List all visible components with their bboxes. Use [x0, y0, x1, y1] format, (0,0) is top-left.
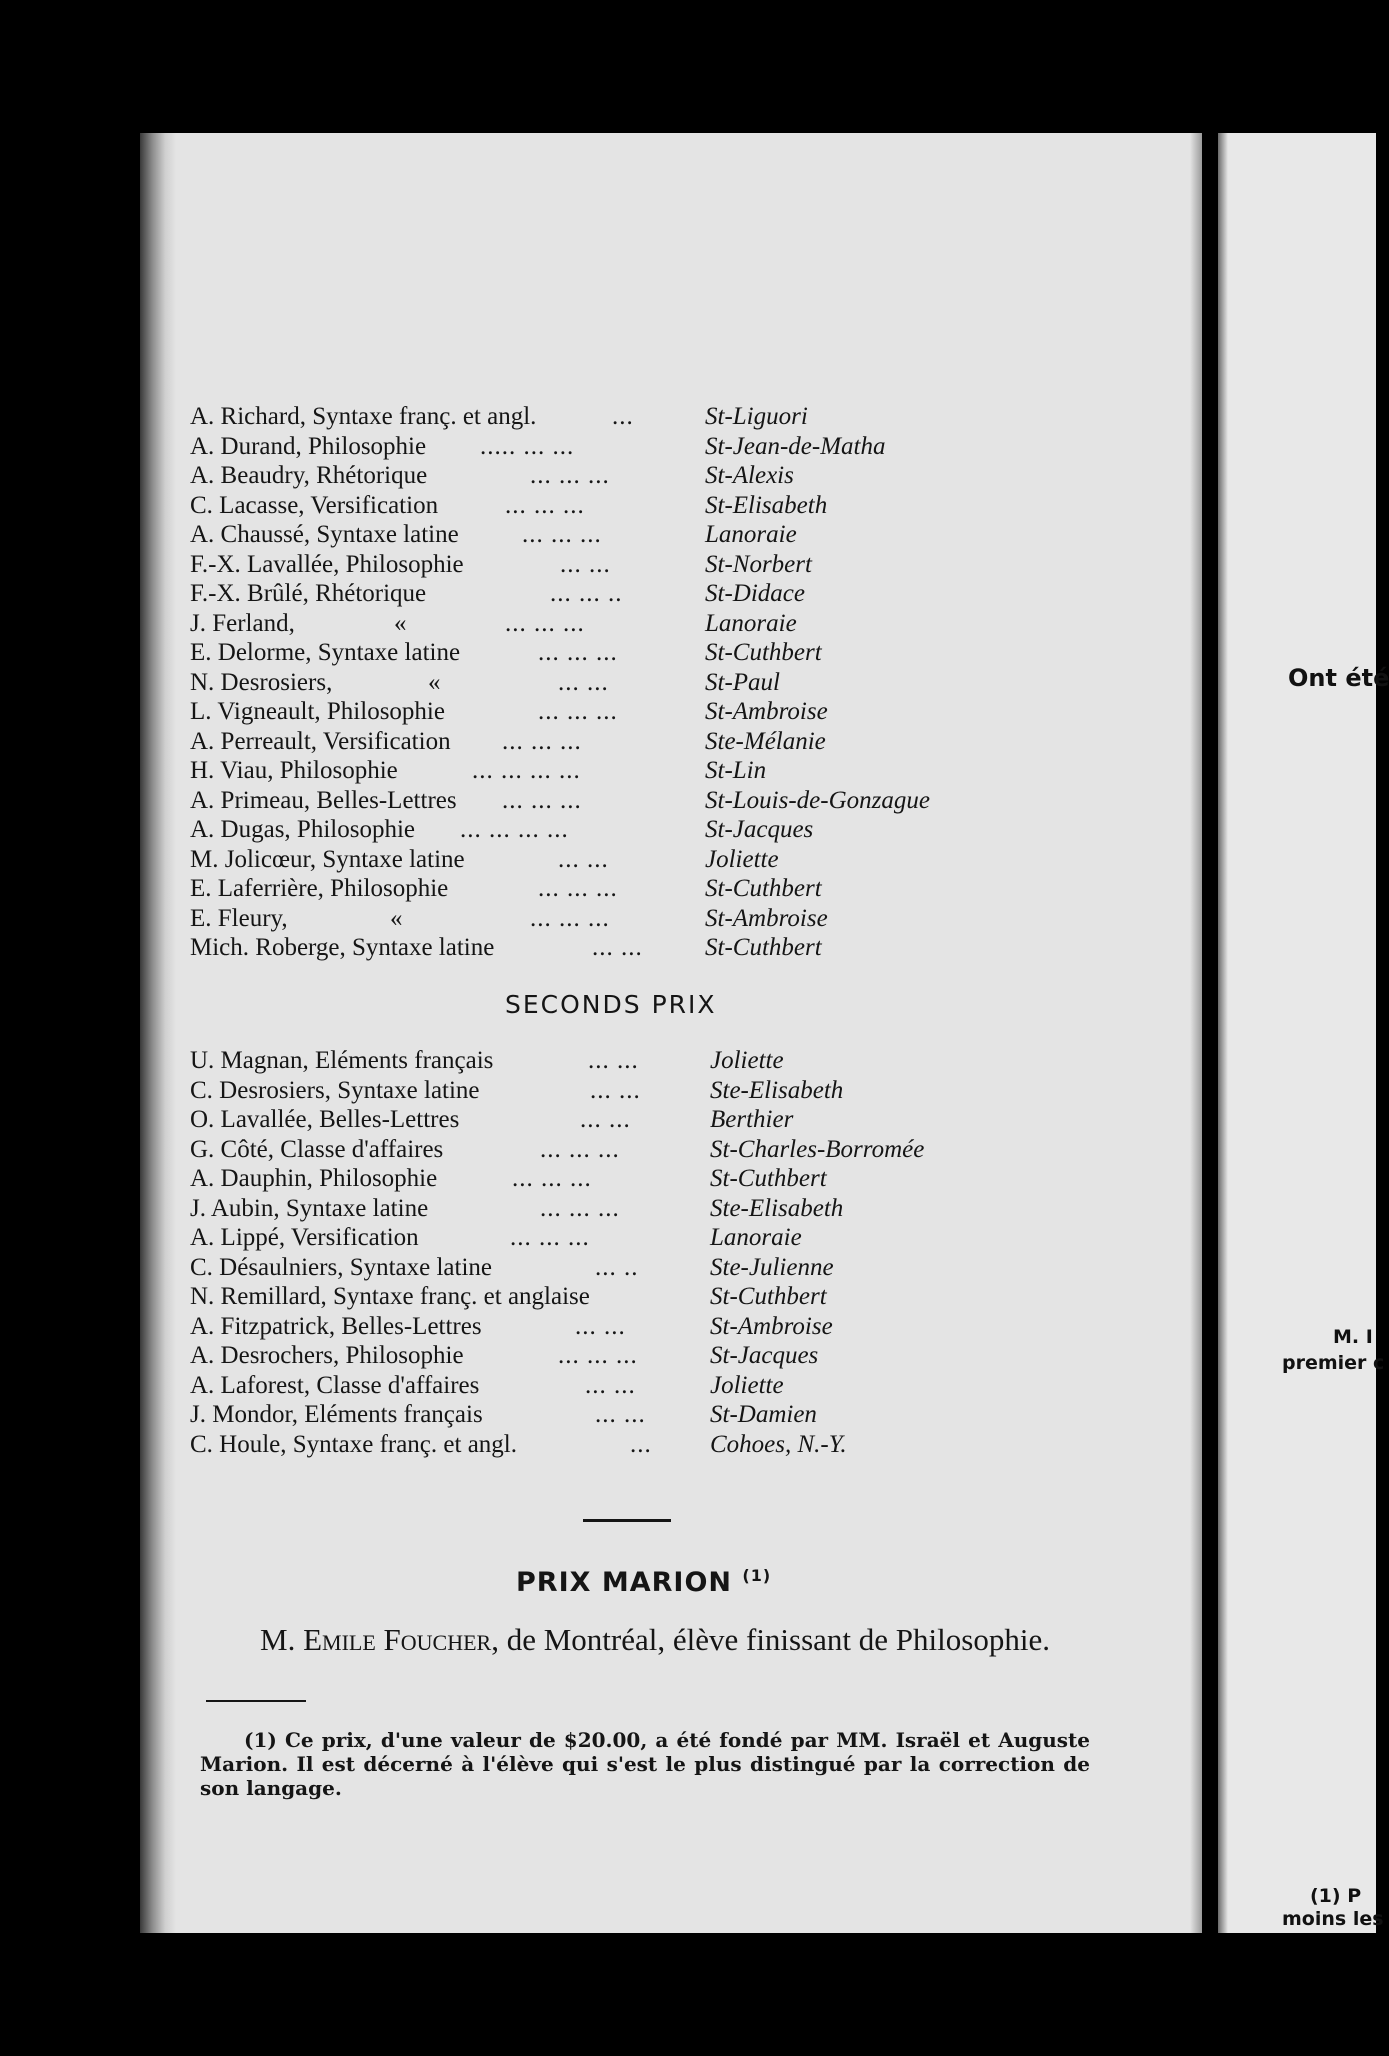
prix-marion-winner: M. Emile Foucher, de Montréal, élève finissant de Philosophie.	[260, 1622, 1050, 1657]
list-item: J. Ferland, « ... ... ... Lanoraie	[190, 609, 797, 637]
list-item: A. Chaussé, Syntaxe latine ... ... ... Lanoraie	[190, 521, 797, 548]
prix-marion-heading: PRIX MARION $^{(1)}$	[516, 1566, 772, 1598]
list-item: E. Delorme, Syntaxe latine ... ... ... St-Cuthbert	[190, 639, 822, 666]
facing-page-edge	[1218, 133, 1228, 1933]
list-item: C. Houle, Syntaxe franç. et angl. ... Cohoes, N.-Y.	[190, 1430, 847, 1458]
list-item: A. Fitzpatrick, Belles-Lettres ... ... St-Ambroise	[190, 1312, 833, 1340]
facing-heading-fragment: Ont été	[1288, 664, 1389, 692]
list-item: C. Desrosiers, Syntaxe latine ... ... Ste-Elisabeth	[190, 1076, 844, 1104]
list-item: Mich. Roberge, Syntaxe latine ... ... St-Cuthbert	[190, 934, 822, 961]
facing-footnote-fragment: (1) P	[1310, 1885, 1362, 1907]
footnote-ref: (1)	[742, 1566, 772, 1585]
facing-text-fragment: M. I	[1333, 1326, 1373, 1348]
facing-footnote-fragment: moins les	[1282, 1908, 1384, 1930]
list-item: E. Fleury, « ... ... ... St-Ambroise	[190, 904, 828, 932]
first-prize-list	[190, 402, 1090, 963]
list-item: N. Desrosiers, « ... ... St-Paul	[190, 668, 780, 696]
list-item: A. Dauphin, Philosophie ... ... ... St-Cuthbert	[190, 1165, 827, 1192]
list-item: A. Lippé, Versification ... ... ... Lanoraie	[190, 1224, 802, 1251]
list-item: M. Jolicœur, Syntaxe latine ... ... Joliette	[190, 845, 779, 873]
list-item: A. Perreault, Versification ... ... ... Ste-Mélanie	[190, 727, 826, 755]
footnote: (1) Ce prix, d'une valeur de $20.00, a été fondé par MM. Israël et Auguste Marion. Il est décerné à l'élève qui s'est le plus distingué par la correction de son langage.	[200, 1728, 1090, 1800]
list-item: G. Côté, Classe d'affaires ... ... ... St-Charles-Borromée	[190, 1135, 925, 1163]
list-item: F.-X. Brûlé, Rhétorique ... ... .. St-Didace	[190, 580, 805, 607]
list-item: A. Beaudry, Rhétorique ... ... ... St-Alexis	[190, 462, 794, 489]
list-item: A. Primeau, Belles-Lettres ... ... ... St-Louis-de-Gonzague	[190, 786, 930, 814]
list-item: U. Magnan, Eléments français ... ... Joliette	[190, 1047, 784, 1074]
second-prize-list	[190, 1046, 1090, 1459]
facing-page-fragment	[1218, 133, 1389, 1933]
list-item: C. Désaulniers, Syntaxe latine ... .. Ste-Julienne	[190, 1253, 834, 1281]
list-item: L. Vigneault, Philosophie ... ... ... St-Ambroise	[190, 698, 828, 725]
list-item: A. Desrochers, Philosophie ... ... ... St-Jacques	[190, 1342, 819, 1369]
list-item: E. Laferrière, Philosophie ... ... ... St-Cuthbert	[190, 875, 822, 902]
list-item: H. Viau, Philosophie ... ... ... ... St-Lin	[190, 757, 767, 784]
page-gutter-shadow	[140, 133, 176, 1933]
page-edge-shadow	[1190, 133, 1202, 1933]
section-divider	[583, 1519, 671, 1522]
list-item: A. Laforest, Classe d'affaires ... ... Joliette	[190, 1371, 784, 1399]
seconds-prix-heading: SECONDS PRIX	[505, 990, 717, 1019]
footnote-rule	[206, 1700, 306, 1702]
facing-text-fragment: premier c	[1282, 1352, 1385, 1374]
list-item: A. Durand, Philosophie ..... ... ... St-Jean-de-Matha	[190, 432, 886, 460]
list-item: A. Richard, Syntaxe franç. et angl. ... St-Liguori	[190, 403, 808, 430]
list-item: F.-X. Lavallée, Philosophie ... ... St-Norbert	[190, 550, 812, 578]
list-item: J. Mondor, Eléments français ... ... St-Damien	[190, 1401, 817, 1428]
list-item: N. Remillard, Syntaxe franç. et anglaise St-Cuthbert	[190, 1283, 827, 1310]
list-item: C. Lacasse, Versification ... ... ... St-Elisabeth	[190, 491, 828, 519]
list-item: O. Lavallée, Belles-Lettres ... ... Berthier	[190, 1106, 794, 1133]
list-item: J. Aubin, Syntaxe latine ... ... ... Ste-Elisabeth	[190, 1194, 844, 1222]
list-item: A. Dugas, Philosophie ... ... ... ... St-Jacques	[190, 816, 814, 843]
